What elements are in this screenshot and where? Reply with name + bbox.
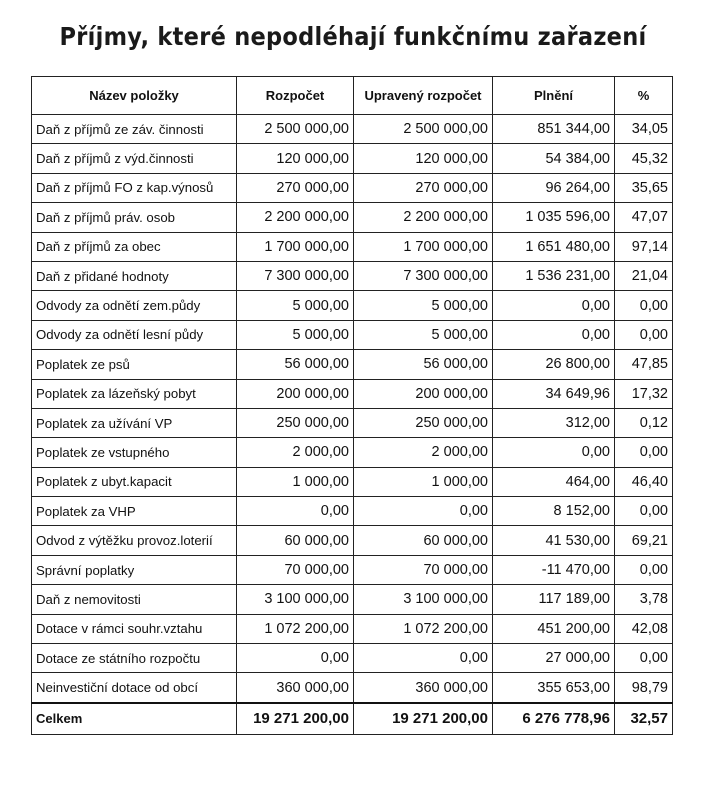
cell-fulfillment: 41 530,00 (493, 526, 615, 555)
total-percent: 32,57 (615, 703, 673, 735)
cell-adjusted-budget: 2 000,00 (354, 438, 493, 467)
cell-adjusted-budget: 0,00 (354, 644, 493, 673)
table-row (32, 614, 673, 643)
cell-fulfillment: 451 200,00 (493, 614, 615, 643)
table-row (32, 320, 673, 349)
cell-adjusted-budget: 2 500 000,00 (354, 115, 493, 144)
table-row (32, 350, 673, 379)
cell-item-name: Poplatek za lázeňský pobyt (32, 379, 237, 408)
cell-percent: 35,65 (615, 173, 673, 202)
cell-item-name: Daň z příjmů FO z kap.výnosů (32, 173, 237, 202)
cell-fulfillment: 0,00 (493, 291, 615, 320)
cell-budget: 2 000,00 (237, 438, 354, 467)
cell-percent: 97,14 (615, 232, 673, 261)
cell-percent: 98,79 (615, 673, 673, 703)
cell-adjusted-budget: 3 100 000,00 (354, 585, 493, 614)
cell-fulfillment: 117 189,00 (493, 585, 615, 614)
total-budget: 19 271 200,00 (237, 703, 354, 735)
cell-percent: 45,32 (615, 144, 673, 173)
cell-fulfillment: 1 035 596,00 (493, 203, 615, 232)
cell-adjusted-budget: 70 000,00 (354, 555, 493, 584)
cell-fulfillment: 1 536 231,00 (493, 261, 615, 290)
cell-budget: 2 200 000,00 (237, 203, 354, 232)
cell-fulfillment: 851 344,00 (493, 115, 615, 144)
cell-adjusted-budget: 250 000,00 (354, 408, 493, 437)
table-row (32, 203, 673, 232)
cell-budget: 120 000,00 (237, 144, 354, 173)
table-row (32, 644, 673, 673)
cell-budget: 1 700 000,00 (237, 232, 354, 261)
cell-budget: 1 000,00 (237, 467, 354, 496)
table-body (32, 115, 673, 703)
cell-percent: 0,00 (615, 497, 673, 526)
cell-adjusted-budget: 7 300 000,00 (354, 261, 493, 290)
table-row (32, 379, 673, 408)
cell-percent: 0,00 (615, 644, 673, 673)
cell-item-name: Daň z příjmů z výd.činnosti (32, 144, 237, 173)
table-row (32, 115, 673, 144)
table-row (32, 467, 673, 496)
cell-budget: 0,00 (237, 644, 354, 673)
cell-adjusted-budget: 5 000,00 (354, 320, 493, 349)
cell-percent: 42,08 (615, 614, 673, 643)
table-row (32, 438, 673, 467)
cell-percent: 69,21 (615, 526, 673, 555)
cell-item-name: Daň z nemovitosti (32, 585, 237, 614)
cell-adjusted-budget: 60 000,00 (354, 526, 493, 555)
total-adjusted-budget: 19 271 200,00 (354, 703, 493, 735)
table-row (32, 261, 673, 290)
cell-fulfillment: 355 653,00 (493, 673, 615, 703)
header-row (32, 77, 673, 115)
cell-percent: 47,85 (615, 350, 673, 379)
cell-item-name: Dotace v rámci souhr.vztahu (32, 614, 237, 643)
cell-budget: 270 000,00 (237, 173, 354, 202)
cell-percent: 21,04 (615, 261, 673, 290)
cell-fulfillment: 34 649,96 (493, 379, 615, 408)
column-header-budget: Rozpočet (237, 77, 354, 115)
cell-percent: 0,00 (615, 438, 673, 467)
table-row (32, 291, 673, 320)
cell-fulfillment: 8 152,00 (493, 497, 615, 526)
cell-adjusted-budget: 5 000,00 (354, 291, 493, 320)
cell-item-name: Poplatek za užívání VP (32, 408, 237, 437)
cell-adjusted-budget: 1 000,00 (354, 467, 493, 496)
cell-item-name: Daň z přidané hodnoty (32, 261, 237, 290)
cell-fulfillment: 27 000,00 (493, 644, 615, 673)
cell-fulfillment: 0,00 (493, 438, 615, 467)
table-row (32, 408, 673, 437)
cell-budget: 56 000,00 (237, 350, 354, 379)
cell-fulfillment: 96 264,00 (493, 173, 615, 202)
cell-percent: 0,00 (615, 291, 673, 320)
cell-item-name: Daň z příjmů ze záv. činnosti (32, 115, 237, 144)
cell-budget: 250 000,00 (237, 408, 354, 437)
column-header-percent: % (615, 77, 673, 115)
cell-item-name: Neinvestiční dotace od obcí (32, 673, 237, 703)
cell-adjusted-budget: 270 000,00 (354, 173, 493, 202)
cell-percent: 0,12 (615, 408, 673, 437)
cell-percent: 0,00 (615, 555, 673, 584)
table-row (32, 673, 673, 703)
cell-fulfillment: 54 384,00 (493, 144, 615, 173)
income-table (31, 76, 673, 735)
table-row (32, 173, 673, 202)
cell-item-name: Odvody za odnětí zem.půdy (32, 291, 237, 320)
cell-budget: 200 000,00 (237, 379, 354, 408)
cell-budget: 1 072 200,00 (237, 614, 354, 643)
cell-budget: 5 000,00 (237, 291, 354, 320)
table-row (32, 585, 673, 614)
cell-budget: 360 000,00 (237, 673, 354, 703)
total-fulfillment: 6 276 778,96 (493, 703, 615, 735)
cell-adjusted-budget: 200 000,00 (354, 379, 493, 408)
table-row (32, 232, 673, 261)
cell-fulfillment: 312,00 (493, 408, 615, 437)
cell-budget: 5 000,00 (237, 320, 354, 349)
cell-fulfillment: 1 651 480,00 (493, 232, 615, 261)
cell-adjusted-budget: 1 072 200,00 (354, 614, 493, 643)
column-header-fulfillment: Plnění (493, 77, 615, 115)
cell-item-name: Poplatek ze vstupného (32, 438, 237, 467)
cell-item-name: Poplatek z ubyt.kapacit (32, 467, 237, 496)
cell-percent: 0,00 (615, 320, 673, 349)
cell-item-name: Odvod z výtěžku provoz.loterií (32, 526, 237, 555)
cell-budget: 0,00 (237, 497, 354, 526)
cell-adjusted-budget: 360 000,00 (354, 673, 493, 703)
column-header-name: Název položky (32, 77, 237, 115)
cell-budget: 7 300 000,00 (237, 261, 354, 290)
cell-percent: 34,05 (615, 115, 673, 144)
cell-adjusted-budget: 2 200 000,00 (354, 203, 493, 232)
table-row (32, 526, 673, 555)
total-row (32, 703, 673, 735)
cell-adjusted-budget: 1 700 000,00 (354, 232, 493, 261)
cell-fulfillment: 26 800,00 (493, 350, 615, 379)
cell-budget: 70 000,00 (237, 555, 354, 584)
cell-percent: 47,07 (615, 203, 673, 232)
table-row (32, 144, 673, 173)
cell-item-name: Dotace ze státního rozpočtu (32, 644, 237, 673)
cell-percent: 17,32 (615, 379, 673, 408)
cell-item-name: Daň z příjmů za obec (32, 232, 237, 261)
cell-percent: 46,40 (615, 467, 673, 496)
total-label: Celkem (32, 703, 237, 735)
cell-fulfillment: 0,00 (493, 320, 615, 349)
cell-fulfillment: -11 470,00 (493, 555, 615, 584)
cell-adjusted-budget: 0,00 (354, 497, 493, 526)
cell-percent: 3,78 (615, 585, 673, 614)
cell-budget: 3 100 000,00 (237, 585, 354, 614)
page-title: Příjmy, které nepodléhají funkčnímu zařazení (59, 22, 647, 51)
cell-adjusted-budget: 56 000,00 (354, 350, 493, 379)
table-row (32, 497, 673, 526)
cell-adjusted-budget: 120 000,00 (354, 144, 493, 173)
cell-item-name: Poplatek za VHP (32, 497, 237, 526)
cell-budget: 2 500 000,00 (237, 115, 354, 144)
cell-item-name: Poplatek ze psů (32, 350, 237, 379)
cell-item-name: Daň z příjmů práv. osob (32, 203, 237, 232)
cell-item-name: Odvody za odnětí lesní půdy (32, 320, 237, 349)
cell-budget: 60 000,00 (237, 526, 354, 555)
cell-item-name: Správní poplatky (32, 555, 237, 584)
column-header-adjusted-budget: Upravený rozpočet (354, 77, 493, 115)
cell-fulfillment: 464,00 (493, 467, 615, 496)
table-row (32, 555, 673, 584)
